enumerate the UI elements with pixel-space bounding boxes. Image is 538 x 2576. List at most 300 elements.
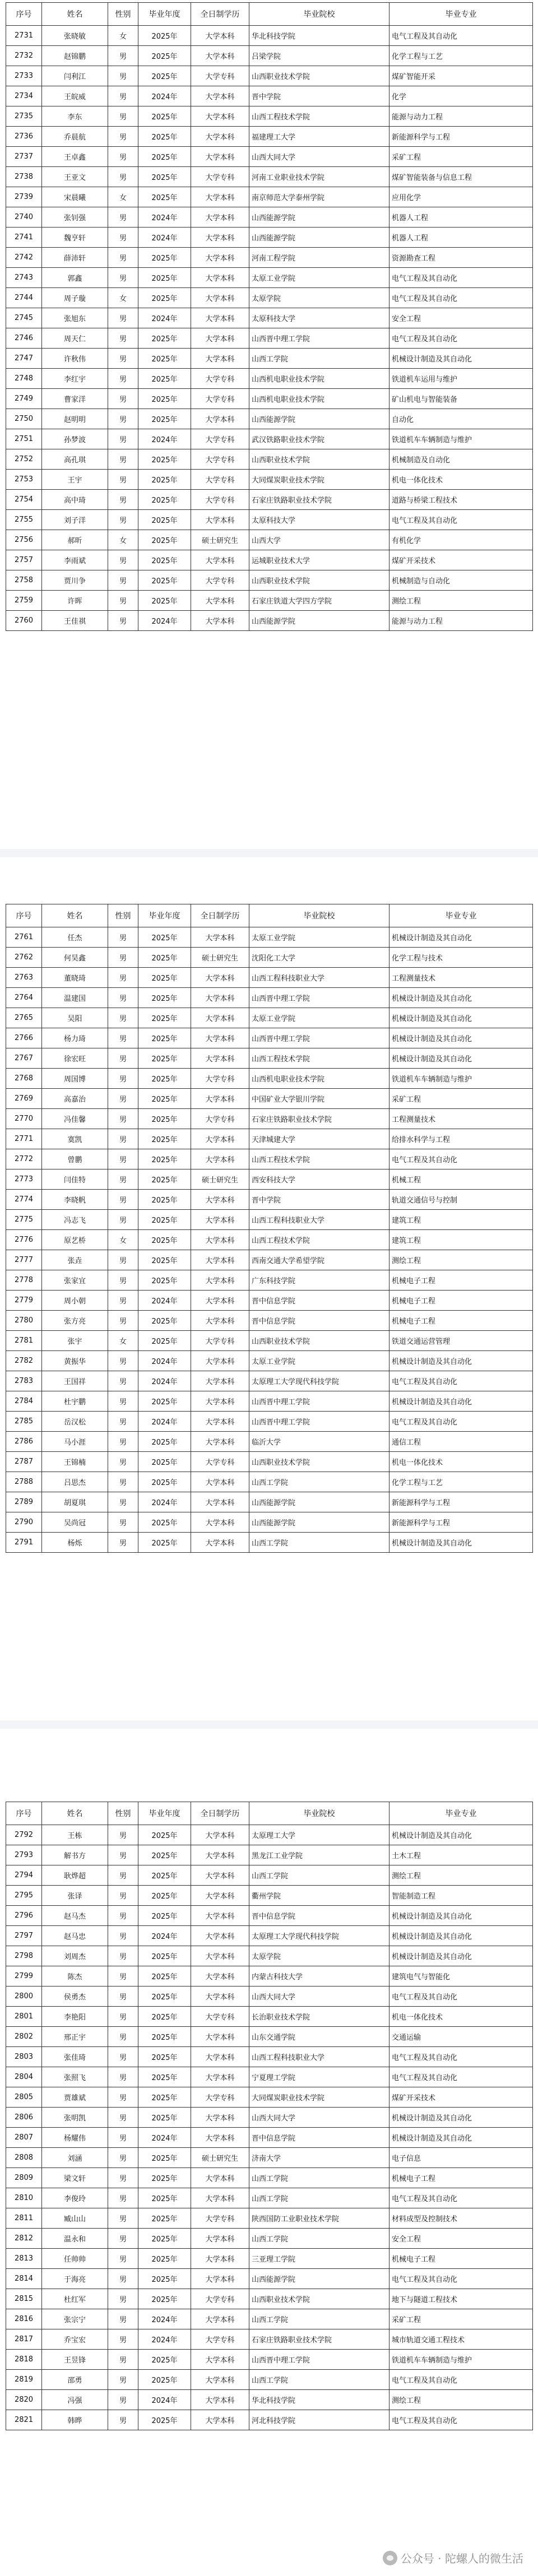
cell-name: 周小朝 <box>42 1291 108 1311</box>
cell-grad-year: 2025年 <box>138 2027 191 2047</box>
table-row <box>6 2350 533 2370</box>
cell-name: 刘涵 <box>42 2148 108 2168</box>
cell-seq: 2788 <box>6 1472 42 1492</box>
cell-school: 太原工业学院 <box>249 927 389 948</box>
cell-school: 晋中学院 <box>249 86 389 106</box>
cell-school: 山西工学院 <box>249 1472 389 1492</box>
cell-seq: 2735 <box>6 106 42 127</box>
cell-major: 材料成型及控制技术 <box>389 2208 533 2229</box>
cell-education: 大学本科 <box>191 409 249 429</box>
table-row <box>6 429 533 449</box>
cell-major: 机电一体化技术 <box>389 1452 533 1472</box>
cell-major: 电气工程及其自动化 <box>389 2188 533 2208</box>
cell-education: 大学本科 <box>191 1048 249 1069</box>
cell-seq: 2756 <box>6 530 42 550</box>
cell-education: 大学本科 <box>191 1351 249 1371</box>
cell-seq: 2790 <box>6 1512 42 1533</box>
cell-education: 大学本科 <box>191 510 249 530</box>
cell-name: 周天仁 <box>42 328 108 349</box>
table-row <box>6 570 533 591</box>
cell-education: 大学本科 <box>191 2370 249 2390</box>
cell-school: 山西能源学院 <box>249 228 389 248</box>
cell-gender: 男 <box>108 1169 138 1190</box>
cell-gender: 男 <box>108 948 138 968</box>
table-row <box>6 1432 533 1452</box>
cell-grad-year: 2024年 <box>138 2329 191 2350</box>
cell-education: 大学本科 <box>191 591 249 611</box>
table-row <box>6 167 533 187</box>
cell-school: 福建理工大学 <box>249 127 389 147</box>
cell-school: 山西能源学院 <box>249 409 389 429</box>
cell-grad-year: 2024年 <box>138 429 191 449</box>
cell-grad-year: 2025年 <box>138 1533 191 1553</box>
cell-seq: 2801 <box>6 2007 42 2027</box>
cell-gender: 男 <box>108 1291 138 1311</box>
cell-grad-year: 2025年 <box>138 2168 191 2188</box>
table-row <box>6 1230 533 1250</box>
cell-seq: 2794 <box>6 1865 42 1886</box>
cell-education: 大学本科 <box>191 1533 249 1553</box>
cell-grad-year: 2025年 <box>138 1886 191 1906</box>
cell-seq: 2785 <box>6 1412 42 1432</box>
cell-gender: 男 <box>108 1210 138 1230</box>
cell-major: 测绘工程 <box>389 2390 533 2410</box>
wechat-icon <box>383 2551 397 2565</box>
cell-seq: 2800 <box>6 1986 42 2007</box>
cell-school: 吕梁学院 <box>249 46 389 66</box>
cell-school: 山西职业技术学院 <box>249 570 389 591</box>
cell-name: 温永和 <box>42 2229 108 2249</box>
cell-major: 铁道机车车辆制造与维护 <box>389 1069 533 1089</box>
table-row <box>6 409 533 429</box>
table-row <box>6 1109 533 1129</box>
cell-seq: 2802 <box>6 2027 42 2047</box>
cell-major: 电气工程及其自动化 <box>389 2269 533 2289</box>
cell-grad-year: 2025年 <box>138 2188 191 2208</box>
cell-grad-year: 2025年 <box>138 187 191 207</box>
cell-name: 黄振华 <box>42 1351 108 1371</box>
cell-seq: 2758 <box>6 570 42 591</box>
cell-grad-year: 2025年 <box>138 1069 191 1089</box>
table-row <box>6 449 533 470</box>
cell-gender: 男 <box>108 2410 138 2430</box>
table-row <box>6 46 533 66</box>
cell-grad-year: 2025年 <box>138 167 191 187</box>
cell-name: 陈杰 <box>42 1966 108 1986</box>
cell-name: 张明凯 <box>42 2108 108 2128</box>
table-row <box>6 248 533 268</box>
cell-name: 寞凯 <box>42 1129 108 1149</box>
cell-education: 大学本科 <box>191 1028 249 1048</box>
cell-education: 大学本科 <box>191 2350 249 2370</box>
cell-education: 大学本科 <box>191 1230 249 1250</box>
cell-school: 大同煤炭职业技术学院 <box>249 2087 389 2108</box>
cell-major: 智能制造工程 <box>389 1886 533 1906</box>
header-name: 姓名 <box>42 904 108 927</box>
table-row <box>6 1492 533 1512</box>
cell-name: 赵锦鹏 <box>42 46 108 66</box>
cell-education: 大学专科 <box>191 2289 249 2309</box>
cell-grad-year: 2025年 <box>138 1472 191 1492</box>
cell-seq: 2776 <box>6 1230 42 1250</box>
table-row <box>6 207 533 228</box>
cell-school: 山西能源学院 <box>249 611 389 631</box>
cell-gender: 男 <box>108 1472 138 1492</box>
cell-gender: 男 <box>108 369 138 389</box>
table-row <box>6 948 533 968</box>
cell-education: 大学本科 <box>191 1946 249 1966</box>
cell-school: 山西职业技术学院 <box>249 2289 389 2309</box>
cell-education: 大学本科 <box>191 328 249 349</box>
cell-school: 石家庄铁路职业技术学院 <box>249 2329 389 2350</box>
table-row <box>6 1512 533 1533</box>
cell-major: 机械设计制造及其自动化 <box>389 1391 533 1412</box>
table-row <box>6 988 533 1008</box>
cell-gender: 男 <box>108 1311 138 1331</box>
cell-gender: 男 <box>108 510 138 530</box>
cell-school: 山西工程科技职业大学 <box>249 968 389 988</box>
cell-education: 大学本科 <box>191 1926 249 1946</box>
table-row <box>6 106 533 127</box>
cell-seq: 2763 <box>6 968 42 988</box>
cell-seq: 2778 <box>6 1270 42 1291</box>
cell-education: 大学本科 <box>191 308 249 328</box>
cell-school: 山西晋中理工学院 <box>249 988 389 1008</box>
cell-education: 大学本科 <box>191 1906 249 1926</box>
cell-school: 山西晋中理工学院 <box>249 1391 389 1412</box>
cell-education: 大学本科 <box>191 988 249 1008</box>
cell-school: 晋中学院 <box>249 1190 389 1210</box>
table-header-row <box>6 904 533 927</box>
cell-major: 有机化学 <box>389 530 533 550</box>
cell-school: 山西能源学院 <box>249 2269 389 2289</box>
table-row <box>6 2229 533 2249</box>
cell-school: 黑龙江工业学院 <box>249 1845 389 1865</box>
table-row <box>6 2390 533 2410</box>
cell-gender: 男 <box>108 1492 138 1512</box>
cell-education: 大学专科 <box>191 1452 249 1472</box>
cell-school: 山西工程技术学院 <box>249 106 389 127</box>
cell-grad-year: 2025年 <box>138 530 191 550</box>
cell-school: 南京师范大学泰州学院 <box>249 187 389 207</box>
cell-grad-year: 2025年 <box>138 2148 191 2168</box>
cell-grad-year: 2025年 <box>138 1825 191 1845</box>
cell-grad-year: 2025年 <box>138 570 191 591</box>
cell-major: 电气工程及其自动化 <box>389 1986 533 2007</box>
cell-school: 河南工业职业技术学院 <box>249 167 389 187</box>
cell-major: 采矿工程 <box>389 2309 533 2329</box>
cell-seq: 2762 <box>6 948 42 968</box>
table-row <box>6 308 533 328</box>
cell-grad-year: 2025年 <box>138 927 191 948</box>
cell-education: 大学本科 <box>191 2188 249 2208</box>
cell-major: 机械制造及自动化 <box>389 449 533 470</box>
cell-seq: 2808 <box>6 2148 42 2168</box>
cell-education: 大学本科 <box>191 2390 249 2410</box>
table-row <box>6 288 533 308</box>
cell-seq: 2769 <box>6 1089 42 1109</box>
cell-grad-year: 2025年 <box>138 1270 191 1291</box>
cell-name: 张垚 <box>42 1250 108 1270</box>
cell-grad-year: 2025年 <box>138 988 191 1008</box>
cell-major: 新能源科学与工程 <box>389 127 533 147</box>
graduate-table-2 <box>6 904 533 1553</box>
cell-gender: 男 <box>108 207 138 228</box>
cell-gender: 男 <box>108 2269 138 2289</box>
cell-education: 大学专科 <box>191 2329 249 2350</box>
cell-name: 冯志飞 <box>42 1210 108 1230</box>
cell-school: 衢州学院 <box>249 1886 389 1906</box>
cell-education: 大学专科 <box>191 66 249 86</box>
cell-school: 山西机电职业技术学院 <box>249 369 389 389</box>
cell-gender: 男 <box>108 86 138 106</box>
cell-grad-year: 2025年 <box>138 369 191 389</box>
table-row <box>6 228 533 248</box>
cell-seq: 2805 <box>6 2087 42 2108</box>
cell-school: 陕西国防工业职业技术学院 <box>249 2208 389 2229</box>
cell-school: 山西工学院 <box>249 1533 389 1553</box>
cell-name: 杜红军 <box>42 2289 108 2309</box>
cell-major: 机械设计制造及其自动化 <box>389 1008 533 1028</box>
cell-school: 山西大同大学 <box>249 1986 389 2007</box>
cell-major: 道路与桥梁工程技术 <box>389 490 533 510</box>
header-education: 全日制学历 <box>191 1802 249 1825</box>
cell-grad-year: 2025年 <box>138 1391 191 1412</box>
cell-major: 铁道机车车辆制造与维护 <box>389 2350 533 2370</box>
table-row <box>6 927 533 948</box>
cell-seq: 2818 <box>6 2350 42 2370</box>
cell-school: 石家庄铁路职业技术学院 <box>249 1109 389 1129</box>
table-row <box>6 2289 533 2309</box>
cell-seq: 2806 <box>6 2108 42 2128</box>
table-row <box>6 369 533 389</box>
cell-major: 矿山机电与智能装备 <box>389 389 533 409</box>
table-row <box>6 2148 533 2168</box>
cell-grad-year: 2025年 <box>138 328 191 349</box>
cell-school: 山西工学院 <box>249 2309 389 2329</box>
cell-school: 山西能源学院 <box>249 1512 389 1533</box>
cell-seq: 2754 <box>6 490 42 510</box>
cell-grad-year: 2025年 <box>138 2370 191 2390</box>
table-row <box>6 1986 533 2007</box>
cell-grad-year: 2024年 <box>138 2390 191 2410</box>
cell-school: 西安科技大学 <box>249 1169 389 1190</box>
table-row <box>6 1886 533 1906</box>
table-row <box>6 490 533 510</box>
header-grad-year: 毕业年度 <box>138 904 191 927</box>
cell-school: 石家庄铁路职业技术学院 <box>249 490 389 510</box>
cell-major: 煤矿智能装备与信息工程 <box>389 167 533 187</box>
cell-seq: 2795 <box>6 1886 42 1906</box>
cell-name: 臧山山 <box>42 2208 108 2229</box>
cell-seq: 2798 <box>6 1946 42 1966</box>
table-row <box>6 349 533 369</box>
cell-seq: 2777 <box>6 1250 42 1270</box>
cell-school: 太原学院 <box>249 1946 389 1966</box>
table-row <box>6 86 533 106</box>
cell-gender: 男 <box>108 1452 138 1472</box>
cell-major: 化学 <box>389 86 533 106</box>
cell-name: 张宇 <box>42 1331 108 1351</box>
cell-major: 机械设计制造及其自动化 <box>389 1533 533 1553</box>
cell-major: 自动化 <box>389 409 533 429</box>
cell-school: 广东科技学院 <box>249 1270 389 1291</box>
cell-major: 电子信息 <box>389 2148 533 2168</box>
cell-name: 张照飞 <box>42 2067 108 2087</box>
cell-seq: 2749 <box>6 389 42 409</box>
cell-education: 大学专科 <box>191 570 249 591</box>
cell-grad-year: 2025年 <box>138 591 191 611</box>
cell-grad-year: 2025年 <box>138 1008 191 1028</box>
wechat-watermark <box>383 2550 523 2566</box>
cell-grad-year: 2024年 <box>138 1926 191 1946</box>
cell-education: 大学专科 <box>191 369 249 389</box>
cell-grad-year: 2025年 <box>138 1129 191 1149</box>
cell-school: 山西晋中理工学院 <box>249 328 389 349</box>
cell-school: 太原科技大学 <box>249 510 389 530</box>
cell-school: 山西工学院 <box>249 1865 389 1886</box>
cell-gender: 男 <box>108 46 138 66</box>
cell-name: 王卓鑫 <box>42 147 108 167</box>
cell-gender: 男 <box>108 1190 138 1210</box>
cell-major: 城市轨道交通工程技术 <box>389 2329 533 2350</box>
cell-name: 吕思杰 <box>42 1472 108 1492</box>
cell-seq: 2782 <box>6 1351 42 1371</box>
cell-seq: 2739 <box>6 187 42 207</box>
cell-major: 轨道交通信号与控制 <box>389 1190 533 1210</box>
cell-name: 刘子洋 <box>42 510 108 530</box>
cell-seq: 2733 <box>6 66 42 86</box>
cell-seq: 2780 <box>6 1311 42 1331</box>
cell-education: 大学本科 <box>191 2269 249 2289</box>
cell-seq: 2766 <box>6 1028 42 1048</box>
cell-name: 乔宝宏 <box>42 2329 108 2350</box>
cell-major: 机械设计制造及其自动化 <box>389 2108 533 2128</box>
table-row <box>6 1149 533 1169</box>
cell-grad-year: 2025年 <box>138 1512 191 1533</box>
cell-education: 大学本科 <box>191 1311 249 1331</box>
cell-seq: 2752 <box>6 449 42 470</box>
cell-seq: 2736 <box>6 127 42 147</box>
cell-seq: 2816 <box>6 2309 42 2329</box>
header-seq: 序号 <box>6 904 42 927</box>
cell-gender: 男 <box>108 2047 138 2067</box>
cell-school: 太原理工大学现代科技学院 <box>249 1926 389 1946</box>
cell-major: 安全工程 <box>389 2229 533 2249</box>
cell-gender: 男 <box>108 611 138 631</box>
table-page-1 <box>0 0 538 849</box>
cell-grad-year: 2024年 <box>138 86 191 106</box>
cell-school: 晋中信息学院 <box>249 2128 389 2148</box>
cell-education: 大学本科 <box>191 2067 249 2087</box>
table-row <box>6 611 533 631</box>
cell-seq: 2742 <box>6 248 42 268</box>
cell-education: 大学本科 <box>191 1250 249 1270</box>
table-row <box>6 1069 533 1089</box>
cell-name: 张译 <box>42 1886 108 1906</box>
cell-name: 闫佳特 <box>42 1169 108 1190</box>
cell-seq: 2817 <box>6 2329 42 2350</box>
cell-grad-year: 2025年 <box>138 968 191 988</box>
cell-education: 大学本科 <box>191 2108 249 2128</box>
cell-grad-year: 2025年 <box>138 127 191 147</box>
table-row <box>6 2269 533 2289</box>
cell-grad-year: 2025年 <box>138 288 191 308</box>
header-gender: 性别 <box>108 3 138 26</box>
cell-education: 大学本科 <box>191 2128 249 2148</box>
cell-gender: 男 <box>108 2027 138 2047</box>
cell-seq: 2807 <box>6 2128 42 2148</box>
cell-name: 张晓敏 <box>42 26 108 46</box>
cell-grad-year: 2025年 <box>138 1946 191 1966</box>
cell-name: 张佳琦 <box>42 2047 108 2067</box>
cell-seq: 2771 <box>6 1129 42 1149</box>
table-row <box>6 550 533 570</box>
cell-major: 电气工程及其自动化 <box>389 288 533 308</box>
cell-gender: 男 <box>108 2108 138 2128</box>
cell-seq: 2770 <box>6 1109 42 1129</box>
cell-gender: 男 <box>108 2168 138 2188</box>
cell-gender: 男 <box>108 968 138 988</box>
cell-education: 大学本科 <box>191 268 249 288</box>
graduate-table-3 <box>6 1802 533 2430</box>
cell-school: 中国矿业大学银川学院 <box>249 1089 389 1109</box>
cell-gender: 男 <box>108 228 138 248</box>
header-name: 姓名 <box>42 1802 108 1825</box>
cell-education: 大学专科 <box>191 2087 249 2108</box>
cell-education: 大学本科 <box>191 127 249 147</box>
table-row <box>6 1028 533 1048</box>
cell-education: 大学专科 <box>191 1069 249 1089</box>
cell-major: 电气工程及其自动化 <box>389 510 533 530</box>
cell-grad-year: 2025年 <box>138 1906 191 1926</box>
cell-gender: 男 <box>108 1512 138 1533</box>
table-row <box>6 1270 533 1291</box>
cell-name: 原艺桥 <box>42 1230 108 1250</box>
cell-gender: 男 <box>108 2309 138 2329</box>
cell-education: 大学专科 <box>191 449 249 470</box>
cell-major: 电气工程及其自动化 <box>389 1412 533 1432</box>
cell-grad-year: 2025年 <box>138 349 191 369</box>
table-row <box>6 26 533 46</box>
cell-education: 大学专科 <box>191 490 249 510</box>
cell-name: 郝昕 <box>42 530 108 550</box>
cell-name: 周国博 <box>42 1069 108 1089</box>
cell-name: 闫利江 <box>42 66 108 86</box>
cell-education: 大学本科 <box>191 611 249 631</box>
table-row <box>6 2128 533 2148</box>
cell-school: 山西职业技术学院 <box>249 66 389 86</box>
cell-grad-year: 2024年 <box>138 1371 191 1391</box>
cell-education: 大学本科 <box>191 1865 249 1886</box>
cell-seq: 2751 <box>6 429 42 449</box>
table-row <box>6 2208 533 2229</box>
cell-school: 山西大同大学 <box>249 2108 389 2128</box>
cell-grad-year: 2025年 <box>138 1432 191 1452</box>
cell-seq: 2792 <box>6 1825 42 1845</box>
cell-seq: 2813 <box>6 2249 42 2269</box>
cell-education: 大学本科 <box>191 1412 249 1432</box>
cell-seq: 2740 <box>6 207 42 228</box>
cell-seq: 2819 <box>6 2370 42 2390</box>
cell-major: 电气工程及其自动化 <box>389 2410 533 2430</box>
cell-school: 山西职业技术学院 <box>249 449 389 470</box>
cell-school: 太原工业学院 <box>249 268 389 288</box>
cell-education: 大学本科 <box>191 1512 249 1533</box>
cell-seq: 2741 <box>6 228 42 248</box>
cell-education: 大学本科 <box>191 147 249 167</box>
cell-grad-year: 2025年 <box>138 26 191 46</box>
